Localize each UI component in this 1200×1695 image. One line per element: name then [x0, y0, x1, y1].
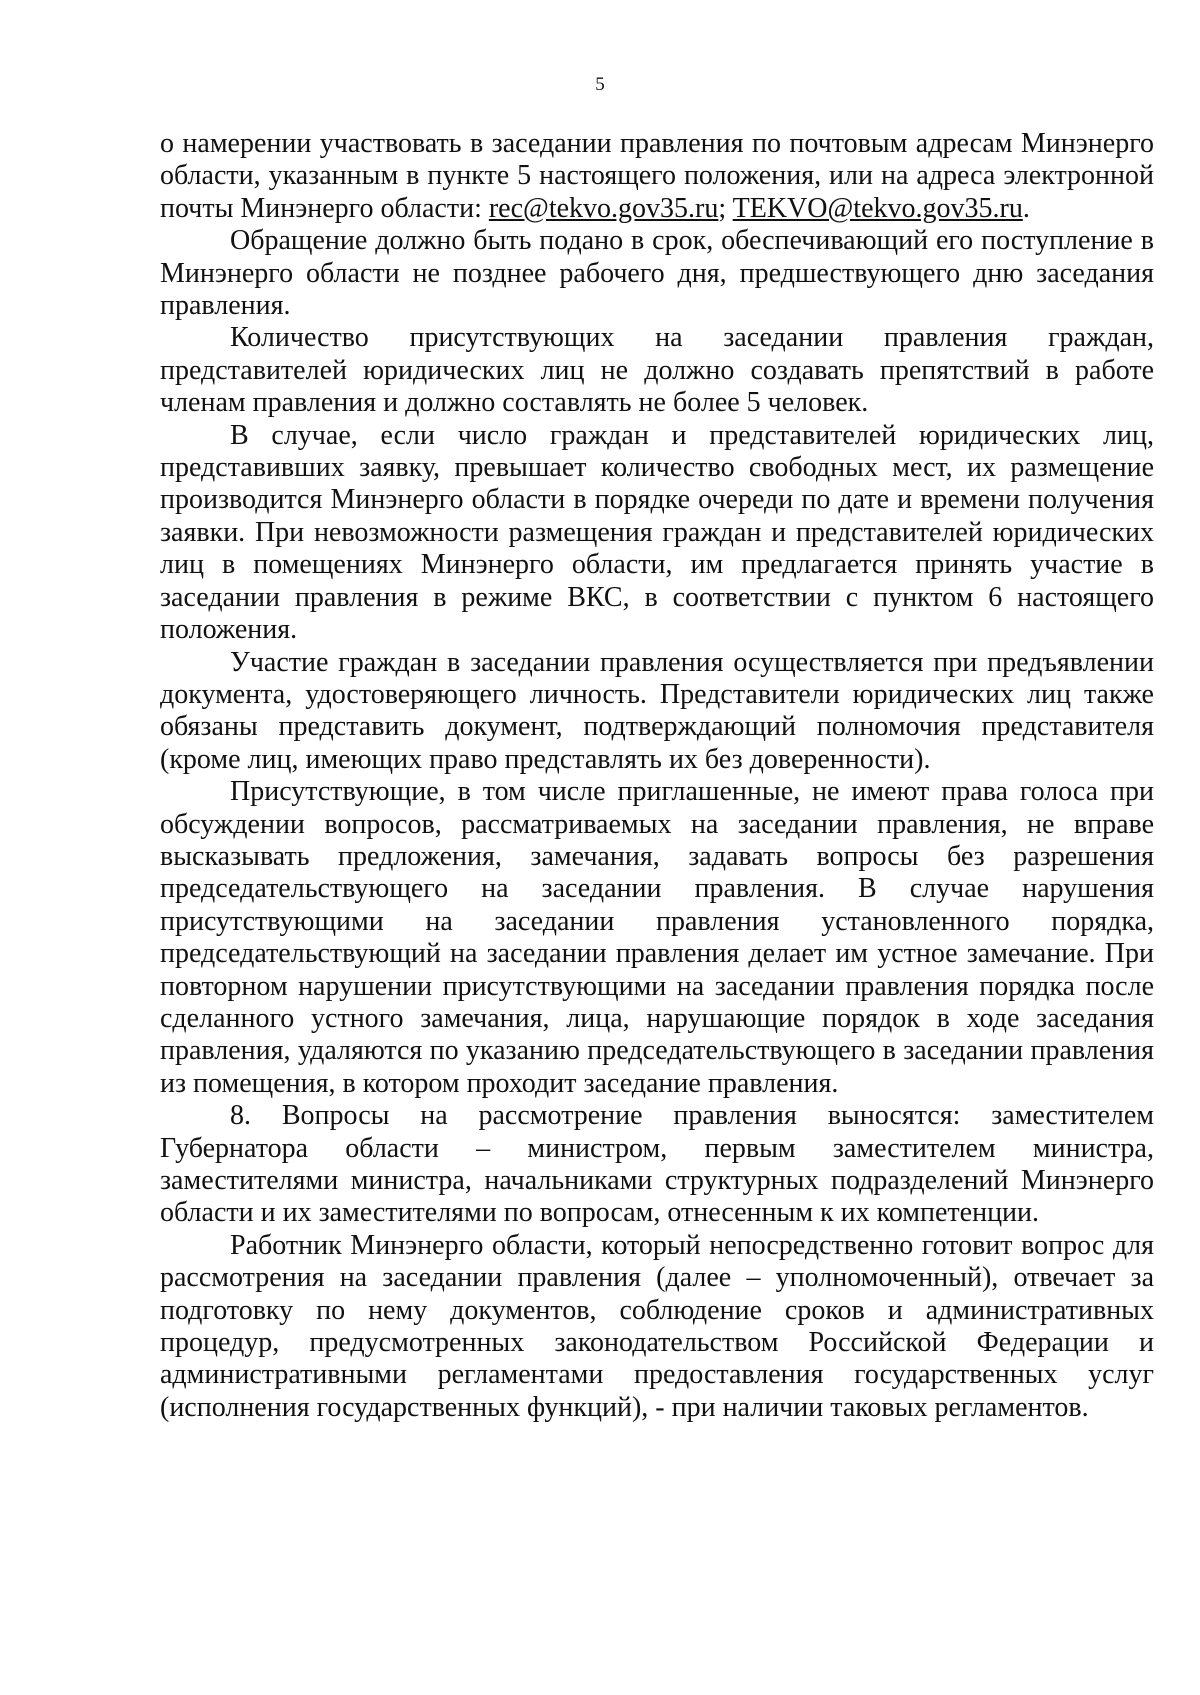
- paragraph-attendee-limit: Количество присутствующих на заседании правления граждан, представителей юридических лиц не должно создавать препятствий в работе членам правления и должно составлять не более 5 человек.: [160, 322, 1154, 419]
- paragraph-item-8-questions: 8. Вопросы на рассмотрение правления выносятся: заместителем Губернатора области – министром, первым заместителем министра, заместителями министра, начальниками структурных подразделений Минэнерго области и их заместителями по вопросам, отнесенным к их компетенции.: [160, 1100, 1154, 1229]
- email-link-rec[interactable]: rec@tekvo.gov35.ru: [488, 192, 719, 224]
- page-number: 5: [595, 74, 605, 95]
- intro-text: о намерении участвовать в заседании правления по почтовым адресам Минэнерго области, указанным в пункте 5 настоящего положения, или на адреса электронной почты Минэнерго области:: [160, 128, 1154, 224]
- intro-end: .: [1022, 192, 1030, 224]
- paragraph-attendee-rules: Присутствующие, в том числе приглашенные, не имеют права голоса при обсуждении вопросов, рассматриваемых на заседании правления, не вправе высказывать предложения, замечания, задавать вопросы без разрешения председательствующего на заседании правления. В случае нарушения присутствующими на заседании правления установленного порядка, председательствующий на заседании правления делает им устное замечание. При повторном нарушении присутствующими на заседании правления порядка после сделанного устного замечания, лица, нарушающие порядок в ходе заседания правления, удаляются по указанию председательствующего в заседании правления из помещения, в котором проходит заседание правления.: [160, 776, 1154, 1099]
- paragraph-application-deadline: Обращение должно быть подано в срок, обеспечивающий его поступление в Минэнерго области не позднее рабочего дня, предшествующего дню заседания правления.: [160, 225, 1154, 322]
- paragraph-seat-allocation: В случае, если число граждан и представителей юридических лиц, представивших заявку, превышает количество свободных мест, их размещение производится Минэнерго области в порядке очереди по дате и времени получения заявки. При невозможности размещения граждан и представителей юридических лиц в помещениях Минэнерго области, им предлагается принять участие в заседании правления в режиме ВКС, в соответствии с пунктом 6 настоящего положения.: [160, 419, 1154, 646]
- document-body: [160, 128, 1154, 1424]
- email-link-tekvo[interactable]: TEKVO@tekvo.gov35.ru: [732, 192, 1023, 224]
- email-separator: ;: [718, 192, 733, 224]
- paragraph-identity-documents: Участие граждан в заседании правления осуществляется при предъявлении документа, удостоверяющего личность. Представители юридических лиц также обязаны представить документ, подтверждающий полномочия представителя (кроме лиц, имеющих право представлять их без доверенности).: [160, 646, 1154, 775]
- paragraph-authorized-employee: Работник Минэнерго области, который непосредственно готовит вопрос для рассмотрения на заседании правления (далее – уполномоченный), отвечает за подготовку по нему документов, соблюдение сроков и административных процедур, предусмотренных законодательством Российской Федерации и административными регламентами предоставления государственных услуг (исполнения государственных функций), - при наличии таковых регламентов.: [160, 1229, 1154, 1423]
- paragraph-intro-continuation: [160, 128, 1154, 225]
